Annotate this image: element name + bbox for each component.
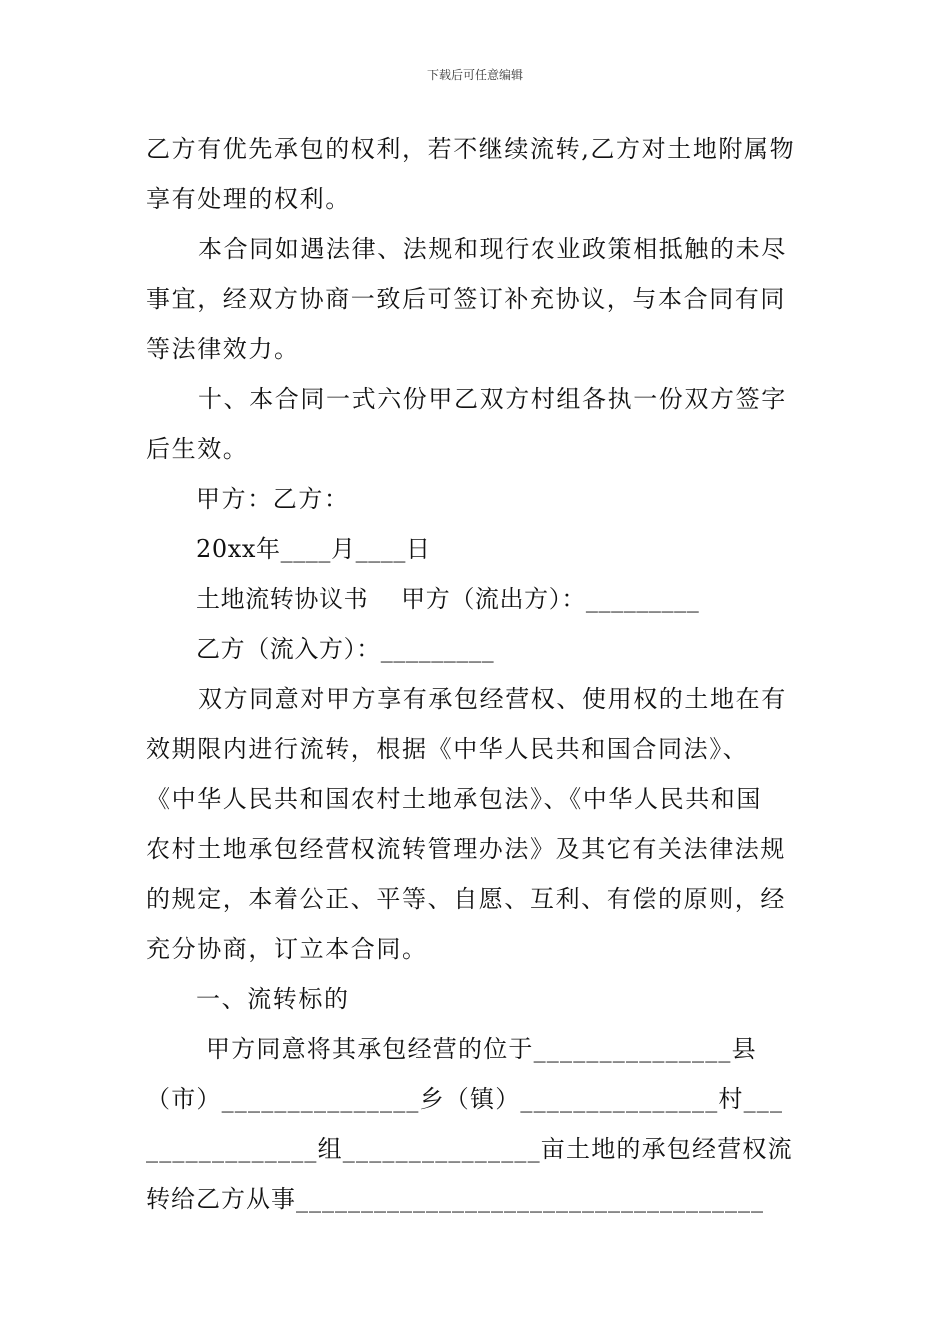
party-b-line: 乙方（流入方）：_________ [196, 635, 495, 663]
date-line: 20xx年____月____日 [196, 535, 431, 563]
paragraph-line: （市）_______________乡（镇）_______________村___ [146, 1085, 784, 1113]
paragraph-line: 的规定，本着公正、平等、自愿、互利、有偿的原则，经 [146, 885, 786, 913]
paragraph-line: 十、本合同一式六份甲乙双方村组各执一份双方签字 [198, 385, 787, 413]
paragraph-line: 充分协商，订立本合同。 [146, 935, 428, 963]
paragraph-line: 效期限内进行流转，根据《中华人民共和国合同法》、 [146, 735, 749, 763]
signature-parties-line: 甲方：乙方： [196, 485, 350, 513]
agreement-title-line: 土地流转协议书 甲方（流出方）：_________ [196, 585, 700, 613]
paragraph-line: 转给乙方从事____________________________________ [146, 1185, 764, 1213]
paragraph-line: 等法律效力。 [146, 335, 300, 363]
paragraph-line: 后生效。 [146, 435, 249, 463]
paragraph-line: 事宜，经双方协商一致后可签订补充协议，与本合同有同 [146, 285, 786, 313]
paragraph-line: _____________组_______________亩土地的承包经营权流 [146, 1135, 793, 1163]
paragraph-line: 乙方有优先承包的权利，若不继续流转,乙方对土地附属物 [146, 135, 796, 163]
paragraph-line: 《中华人民共和国农村土地承包法》、《中华人民共和国 [146, 785, 762, 813]
paragraph-line: 甲方同意将其承包经营的位于_______________县 [206, 1035, 757, 1063]
page-header: 下载后可任意编辑 [426, 68, 523, 82]
paragraph-line: 双方同意对甲方享有承包经营权、使用权的土地在有 [198, 685, 787, 713]
paragraph-line: 享有处理的权利。 [146, 185, 351, 213]
paragraph-line: 农村土地承包经营权流转管理办法》及其它有关法律法规 [146, 835, 786, 863]
section-heading: 一、流转标的 [196, 985, 350, 1013]
paragraph-line: 本合同如遇法律、法规和现行农业政策相抵触的未尽 [198, 235, 787, 263]
